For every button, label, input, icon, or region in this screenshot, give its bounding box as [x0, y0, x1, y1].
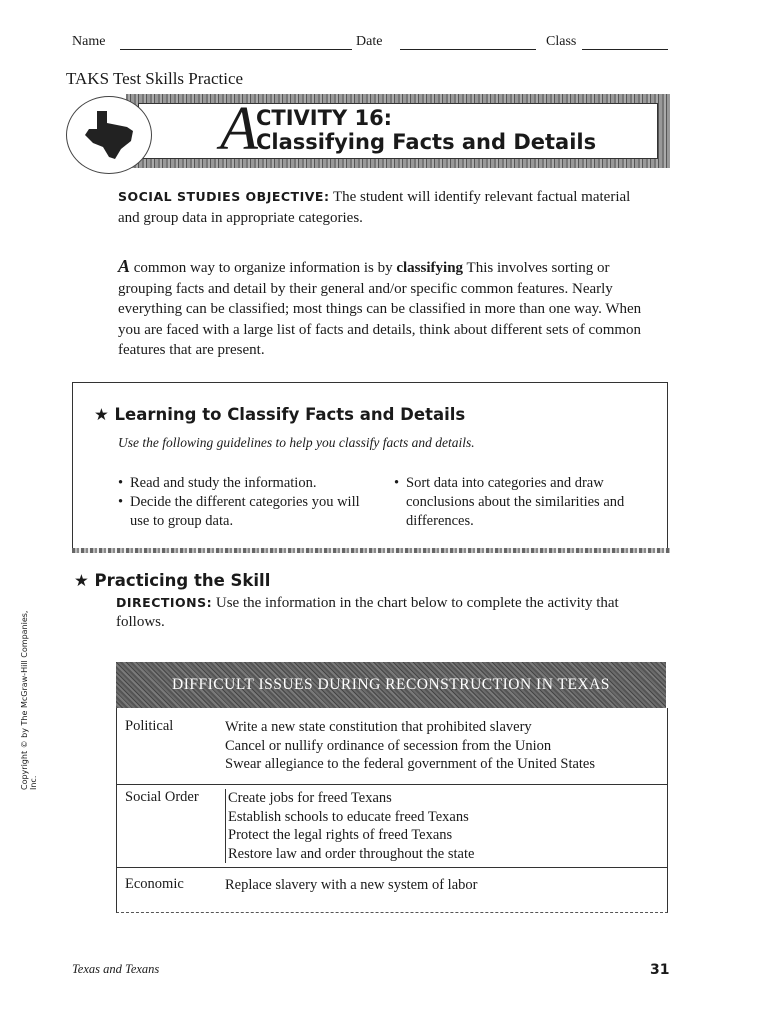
list-item-text: Decide the different categories you will use to group data.: [130, 494, 360, 529]
star-icon: ★: [74, 571, 89, 590]
intro-paragraph: [118, 256, 644, 361]
section-title: TAKS Test Skills Practice: [66, 69, 244, 88]
table-row: [116, 785, 668, 868]
class-line: [582, 49, 668, 50]
table-fact: Write a new state constitution that prohibited slavery: [225, 719, 532, 735]
bullet: •: [118, 494, 124, 510]
directions: [116, 593, 656, 632]
activity-number: CTIVITY 16:: [256, 106, 393, 130]
table-facts: [225, 789, 474, 863]
bullet: •: [394, 475, 400, 491]
date-label: Date: [356, 34, 383, 49]
star-icon: ★: [94, 405, 109, 424]
learning-box-border: [72, 548, 670, 553]
list-item: [394, 474, 648, 531]
footer-book-title: Texas and Texans: [72, 962, 160, 976]
table-category: Social Order: [125, 789, 199, 805]
list-item: [118, 493, 380, 531]
texas-emblem: [66, 96, 152, 174]
practicing-title: [74, 571, 270, 590]
table-facts: [225, 876, 477, 895]
learning-list-left: [118, 474, 380, 531]
table-category: Economic: [125, 876, 184, 892]
table-fact: Create jobs for freed Texans: [228, 790, 392, 806]
objective: [118, 186, 648, 229]
list-item-text: Read and study the information.: [130, 475, 317, 491]
date-line: [400, 49, 536, 50]
learning-title-text: Learning to Classify Facts and Details: [114, 405, 466, 424]
table-fact: Swear allegiance to the federal government of the United States: [225, 756, 596, 772]
directions-label: DIRECTIONS:: [116, 595, 213, 610]
learning-subtitle: Use the following guidelines to help you classify facts and details.: [118, 435, 475, 450]
list-item: [118, 474, 380, 493]
table-row: [116, 868, 668, 913]
activity-drop-letter: A: [220, 95, 258, 163]
copyright-notice: Copyright © by The McGraw-Hill Companies, Inc.: [20, 610, 38, 790]
table-heading: DIFFICULT ISSUES DURING RECONSTRUCTION IN TEXAS: [116, 662, 666, 708]
texas-map-icon: [67, 97, 151, 173]
table-fact: Establish schools to educate freed Texans: [228, 808, 469, 825]
intro-text-before: common way to organize information is by: [130, 260, 397, 276]
name-label: Name: [72, 34, 106, 49]
table-fact: Restore law and order throughout the state: [228, 845, 475, 862]
name-line: [120, 49, 352, 50]
practicing-title-text: Practicing the Skill: [94, 571, 271, 590]
table-fact: Replace slavery with a new system of labor: [225, 877, 478, 893]
learning-list-right: [394, 474, 648, 531]
intro-bold-word: classifying: [396, 260, 464, 276]
objective-label: SOCIAL STUDIES OBJECTIVE:: [118, 189, 330, 204]
list-item-text: Sort data into categories and draw conclusions about the similarities and differences.: [406, 475, 625, 529]
table-facts: [225, 718, 595, 774]
directions-text: Use the information in the chart below to complete the activity that follows.: [116, 595, 619, 630]
page-number: 31: [650, 962, 670, 978]
objective-text: The student will identify relevant factual material and group data in appropriate categories.: [118, 189, 631, 226]
learning-title: [94, 405, 465, 424]
class-label: Class: [546, 34, 577, 49]
table-row: [116, 708, 668, 785]
table-fact: Cancel or nullify ordinance of secession from the Union: [225, 737, 552, 754]
table-fact: Protect the legal rights of freed Texans: [228, 827, 453, 843]
bullet: •: [118, 475, 124, 491]
intro-text-after: This involves sorting or grouping facts and detail by their general and/or specific common features. Nearly everything can be classified; most things can be classified in more than one way. When you are faced with a large list of facts and details, think about different sets of common features that are present.: [118, 260, 642, 358]
intro-drop-letter: A: [118, 256, 131, 276]
table-category: Political: [125, 718, 174, 734]
activity-title: Classifying Facts and Details: [256, 130, 597, 154]
